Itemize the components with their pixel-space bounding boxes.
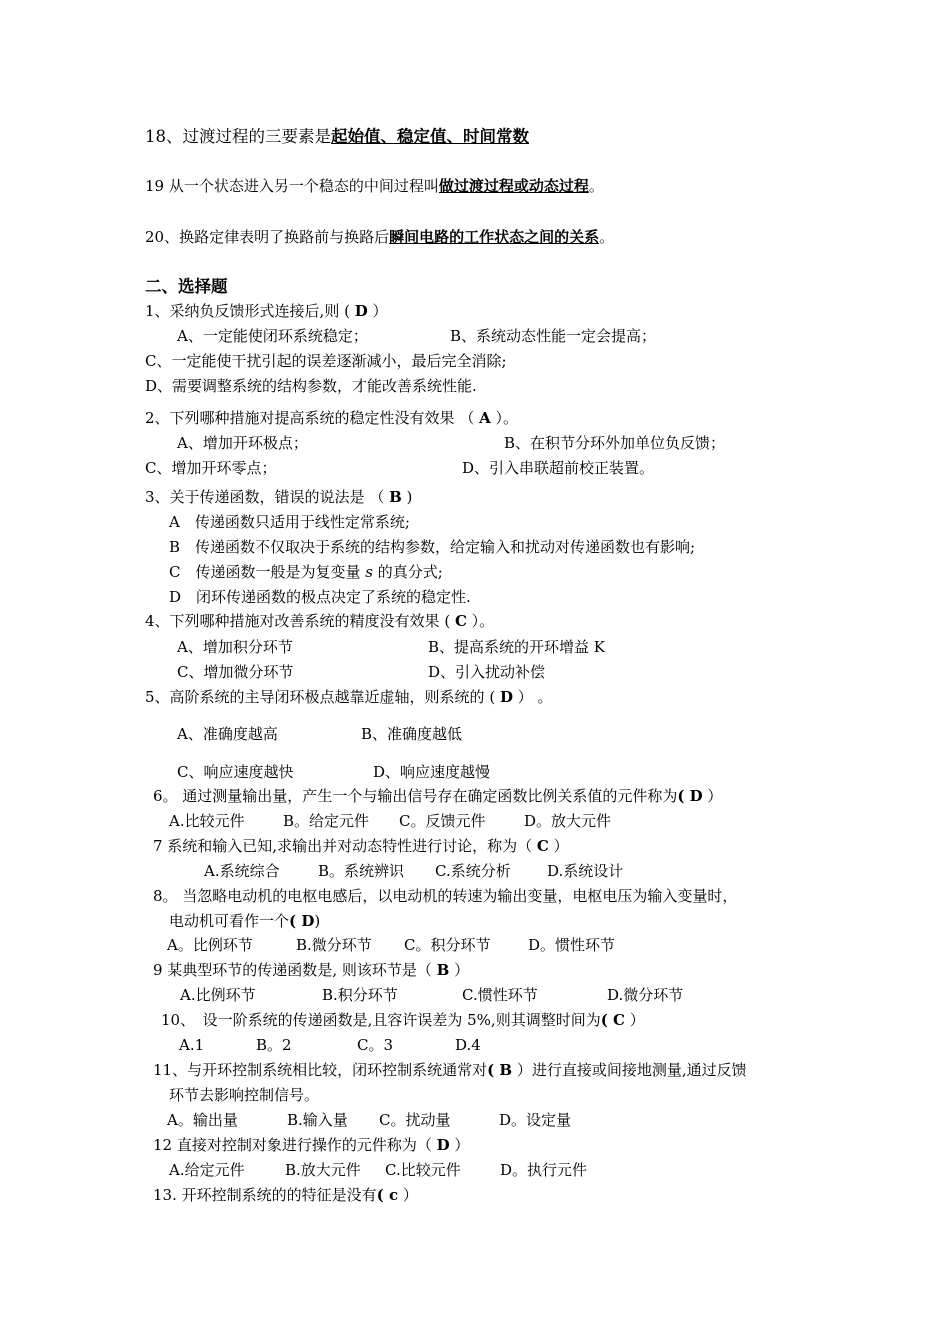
question-8-option-d: D。惯性环节 [528, 936, 616, 954]
question-8-option-b: B.微分环节 [296, 936, 372, 954]
question-5-option-b: B、准确度越低 [361, 725, 463, 743]
question-11-stem: 11、与开环控制系统相比较，闭环控制系统通常对( B ）进行直接或间接地测量,通过反馈 [153, 1061, 747, 1079]
question-12-option-d: D。执行元件 [500, 1161, 588, 1179]
question-18: 18、过渡过程的三要素是起始值、稳定值、时间常数 [145, 127, 529, 146]
question-4-option-c: C、增加微分环节 [177, 663, 294, 681]
answer-9: B [436, 961, 450, 979]
answer-12: D [436, 1136, 450, 1154]
question-9-stem: 9 某典型环节的传递函数是, 则该环节是（ B ） [153, 961, 470, 979]
answer-6: ( D [677, 787, 703, 805]
question-1-option-a: A、一定能使闭环系统稳定； [177, 327, 368, 345]
question-11-option-d: D。设定量 [499, 1111, 572, 1129]
answer-13: ( c [376, 1186, 399, 1204]
question-11-stem-cont: 环节去影响控制信号。 [169, 1086, 320, 1104]
answer-3: B [389, 488, 402, 506]
question-2-option-b: B、在积节分环外加单位负反馈； [504, 434, 726, 452]
question-2-option-a: A、增加开环极点； [177, 434, 308, 452]
question-7-option-b: B。系统辨识 [318, 862, 405, 880]
section-title: 二、选择题 [145, 277, 228, 296]
question-20: 20、换路定律表明了换路前与换路后瞬间电路的工作状态之间的关系。 [145, 228, 615, 246]
question-8-stem: 8。 当忽略电动机的电枢电感后，以电动机的转速为输出变量，电枢电压为输入变量时， [153, 887, 738, 905]
question-19: 19 从一个状态进入另一个稳态的中间过程叫做过渡过程或动态过程。 [145, 177, 604, 195]
question-3-stem: 3、关于传递函数，错误的说法是 （ B ) [145, 488, 413, 506]
answer-1: D [354, 302, 368, 320]
question-12-stem: 12 直接对控制对象进行操作的元件称为（ D ） [153, 1136, 470, 1154]
question-3-option-a: A 传递函数只适用于线性定常系统; [169, 513, 410, 531]
question-2-option-c: C、增加开环零点； [145, 459, 277, 477]
question-1-option-c: C、一定能使干扰引起的误差逐渐减小，最后完全消除; [145, 352, 507, 370]
question-1-option-d: D、需要调整系统的结构参数，才能改善系统性能. [145, 377, 477, 395]
question-1-option-b: B、系统动态性能一定会提高； [450, 327, 657, 345]
answer-11: ( B [487, 1061, 513, 1079]
question-4-stem: 4、下列哪种措施对改善系统的精度没有效果 ( C ）。 [145, 612, 495, 630]
question-2-option-d: D、引入串联超前校正装置。 [462, 459, 655, 477]
question-12-option-a: A.给定元件 [169, 1161, 245, 1179]
question-10-option-a: A.1 [179, 1036, 205, 1054]
question-9-option-d: D.微分环节 [607, 986, 684, 1004]
question-9-option-c: C.惯性环节 [462, 986, 538, 1004]
question-3-option-d: D 闭环传递函数的极点决定了系统的稳定性. [169, 588, 471, 606]
question-5-option-c: C、响应速度越快 [177, 763, 294, 781]
answer-18: 起始值、稳定值、时间常数 [331, 127, 529, 146]
question-8-option-c: C。积分环节 [404, 936, 491, 954]
question-6-option-d: D。放大元件 [524, 812, 612, 830]
question-3-option-c: C 传递函数一般是为复变量 s 的真分式; [169, 563, 443, 581]
question-9-option-a: A.比例环节 [180, 986, 256, 1004]
question-11-option-c: C。扰动量 [379, 1111, 451, 1129]
question-7-option-c: C.系统分析 [435, 862, 511, 880]
question-10-option-c: C。3 [357, 1036, 394, 1054]
answer-8: ( D [289, 912, 315, 930]
question-8-option-a: A。比例环节 [167, 936, 253, 954]
question-10-option-d: D.4 [455, 1036, 481, 1054]
question-4-option-b: B、提高系统的开环增益 K [428, 638, 605, 656]
answer-10: ( C [600, 1011, 625, 1029]
question-6-stem: 6。 通过测量输出量，产生一个与输出信号存在确定函数比例关系值的元件称为( D ） [153, 787, 723, 805]
question-6-option-b: B。给定元件 [283, 812, 370, 830]
question-11-option-b: B.输入量 [287, 1111, 348, 1129]
question-13-stem: 13. 开环控制系统的的特征是没有( c ） [153, 1186, 418, 1204]
question-7-option-d: D.系统设计 [547, 862, 624, 880]
question-6-option-a: A.比较元件 [169, 812, 245, 830]
answer-2: A [479, 409, 491, 427]
question-10-stem: 10、 设一阶系统的传递函数是,且容许误差为 5%,则其调整时间为( C ） [161, 1011, 645, 1029]
question-5-stem: 5、高阶系统的主导闭环极点越靠近虚轴，则系统的 ( D ） 。 [145, 688, 553, 706]
question-10-option-b: B。2 [256, 1036, 292, 1054]
question-12-option-c: C.比较元件 [385, 1161, 461, 1179]
question-1-stem: 1、采纳负反馈形式连接后,则 ( D ） [145, 302, 388, 320]
answer-20: 瞬间电路的工作状态之间的关系 [389, 228, 600, 246]
question-3-option-b: B 传递函数不仅取决于系统的结构参数，给定输入和扰动对传递函数也有影响; [169, 538, 696, 556]
question-7-option-a: A.系统综合 [204, 862, 280, 880]
question-12-option-b: B.放大元件 [285, 1161, 361, 1179]
question-4-option-a: A、增加积分环节 [177, 638, 293, 656]
question-5-option-d: D、响应速度越慢 [373, 763, 491, 781]
question-4-option-d: D、引入扰动补偿 [428, 663, 546, 681]
question-8-stem-cont: 电动机可看作一个( D) [169, 912, 321, 930]
answer-7: C [536, 837, 549, 855]
question-5-option-a: A、准确度越高 [177, 725, 278, 743]
question-7-stem: 7 系统和输入已知,求输出并对动态特性进行讨论，称为（ C ） [153, 837, 569, 855]
question-6-option-c: C。反馈元件 [399, 812, 486, 830]
question-9-option-b: B.积分环节 [322, 986, 398, 1004]
answer-4: C [454, 612, 467, 630]
answer-19: 做过渡过程或动态过程 [438, 177, 589, 195]
answer-5: D [499, 688, 513, 706]
question-11-option-a: A。输出量 [167, 1111, 238, 1129]
question-2-stem: 2、下列哪种措施对提高系统的稳定性没有效果 （ A ）。 [145, 409, 519, 427]
